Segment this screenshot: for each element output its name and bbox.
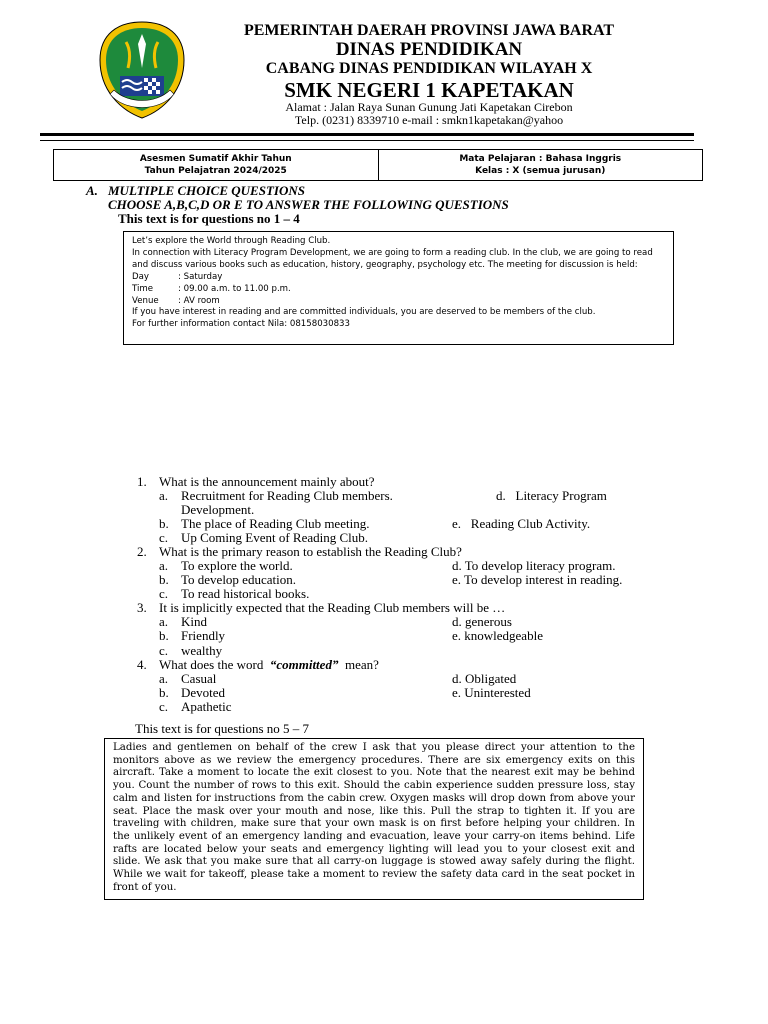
section-instruction: CHOOSE A,B,C,D OR E TO ANSWER THE FOLLOWING QUESTIONS	[108, 197, 509, 212]
option-a: Recruitment for Reading Club members.	[181, 488, 393, 503]
option-c: wealthy	[181, 643, 223, 658]
option-letter: a.	[159, 671, 169, 686]
announcement-time: Time : 09.00 a.m. to 11.00 p.m.	[132, 283, 291, 294]
subject: Mata Pelajaran : Bahasa Inggris	[459, 154, 622, 164]
option-letter: c.	[159, 643, 169, 658]
option-letter: b.	[159, 685, 169, 700]
exam-info-table	[53, 149, 703, 181]
option-letter: c.	[159, 530, 169, 545]
option-b: The place of Reading Club meeting.	[181, 516, 370, 531]
letterhead-contact: Telp. (0231) 8339710 e-mail : smkn1kapetakan@yahoo	[294, 113, 564, 127]
announcement-line: For further information contact Nila: 08158030833	[132, 319, 350, 330]
letterhead-rule-thick	[40, 133, 694, 136]
option-d: d. generous	[452, 614, 512, 629]
option-letter: a.	[159, 558, 169, 573]
option-d-continued: Development.	[181, 502, 255, 517]
question-text: It is implicitly expected that the Reading Club members will be …	[159, 600, 506, 615]
text-note-2: This text is for questions no 5 – 7	[135, 721, 310, 736]
announcement-day: Day : Saturday	[132, 271, 223, 282]
letterhead-government: PEMERINTAH DAERAH PROVINSI JAWA BARAT	[243, 22, 615, 39]
option-e: e. knowledgeable	[452, 628, 543, 643]
school-logo	[96, 20, 188, 120]
announcement-line: Let’s explore the World through Reading Club.	[132, 236, 331, 246]
letterhead-address: Alamat : Jalan Raya Sunan Gunung Jati Kapetakan Cirebon	[285, 100, 573, 114]
option-c: Up Coming Event of Reading Club.	[181, 530, 369, 545]
option-e: e. To develop interest in reading.	[452, 572, 623, 587]
announcement-venue: Venue : AV room	[132, 295, 220, 306]
exam-info-right	[378, 150, 703, 180]
question-text: What is the primary reason to establish the Reading Club?	[159, 544, 462, 559]
question-text: What is the announcement mainly about?	[159, 474, 375, 489]
option-a: Casual	[181, 671, 217, 686]
question-number: 1.	[137, 474, 147, 489]
announcement-line: In connection with Literacy Program Development, we are going to form a reading club. In the club, we are going to read and discuss various books such as education, history, geography, psychology etc. The meeting for discussion is held:	[132, 247, 653, 270]
emphasized-word: “committed”	[269, 657, 339, 672]
announcement-line: If you have interest in reading and are committed individuals, you are deserved to be members of the club.	[132, 307, 596, 318]
option-letter: b.	[159, 572, 169, 587]
option-letter: c.	[159, 699, 169, 714]
cabin-announcement-text-box: Ladies and gentlemen on behalf of the crew I ask that you please direct your attention to the monitors above as we review the emergency procedures. There are six emergency exits on this aircraft. Take a moment to locate the exit closest to you. Note that the nearest exit may be behind you. Count the number of rows to this exit. Should the cabin experience sudden pressure loss, stay calm and listen for instructions from the cabin crew. Oxygen masks will drop down from above your seat. Place the mask over your mouth and nose, like this. Pull the strap to tighten it. If you are traveling with children, make sure that your own mask is on first before helping your children. In the unlikely event of an emergency landing and evacuation, leave your carry-on items behind. Life rafts are located below your seats and emergency lighting will lead you to your closest exit and slide. We ask that you make sure that all carry-on luggage is stowed away safely during the flight. While we wait for takeoff, please take a moment to review the safety data card in the seat pocket in front of you.	[104, 738, 644, 900]
option-letter: b.	[159, 516, 169, 531]
announcement-text-box	[123, 231, 674, 345]
option-e: e. Reading Club Activity.	[452, 516, 591, 531]
letterhead-rule-thin	[40, 140, 694, 141]
section-letter: A.	[86, 183, 98, 198]
option-c: Apathetic	[181, 699, 232, 714]
option-c: To read historical books.	[181, 586, 310, 601]
option-b: Devoted	[181, 685, 226, 700]
letterhead-department: DINAS PENDIDIKAN	[335, 39, 523, 60]
option-e: e. Uninterested	[452, 685, 531, 700]
academic-year: Tahun Pelajatran 2024/2025	[144, 166, 287, 176]
option-b: Friendly	[181, 628, 226, 643]
section-title: MULTIPLE CHOICE QUESTIONS	[108, 183, 305, 198]
class-level: Kelas : X (semua jurusan)	[475, 166, 606, 176]
option-letter: b.	[159, 628, 169, 643]
option-letter: a.	[159, 488, 169, 503]
option-d: d. To develop literacy program.	[452, 558, 616, 573]
option-d: d. Literacy Program	[496, 488, 607, 503]
question-number: 4.	[137, 657, 147, 672]
option-a: Kind	[181, 614, 207, 629]
letterhead-branch: CABANG DINAS PENDIDIKAN WILAYAH X	[265, 60, 593, 77]
exam-title: Asesmen Sumatif Akhir Tahun	[139, 154, 292, 164]
question-text: What does the word “committed” mean?	[159, 657, 379, 672]
option-letter: c.	[159, 586, 169, 601]
letterhead-school-name: SMK NEGERI 1 KAPETAKAN	[284, 78, 574, 102]
text-note-1: This text is for questions no 1 – 4	[118, 211, 300, 226]
question-number: 2.	[137, 544, 147, 559]
option-a: To explore the world.	[181, 558, 293, 573]
option-b: To develop education.	[181, 572, 296, 587]
option-letter: a.	[159, 614, 169, 629]
question-number: 3.	[137, 600, 147, 615]
exam-info-left	[54, 150, 378, 180]
option-d: d. Obligated	[452, 671, 517, 686]
